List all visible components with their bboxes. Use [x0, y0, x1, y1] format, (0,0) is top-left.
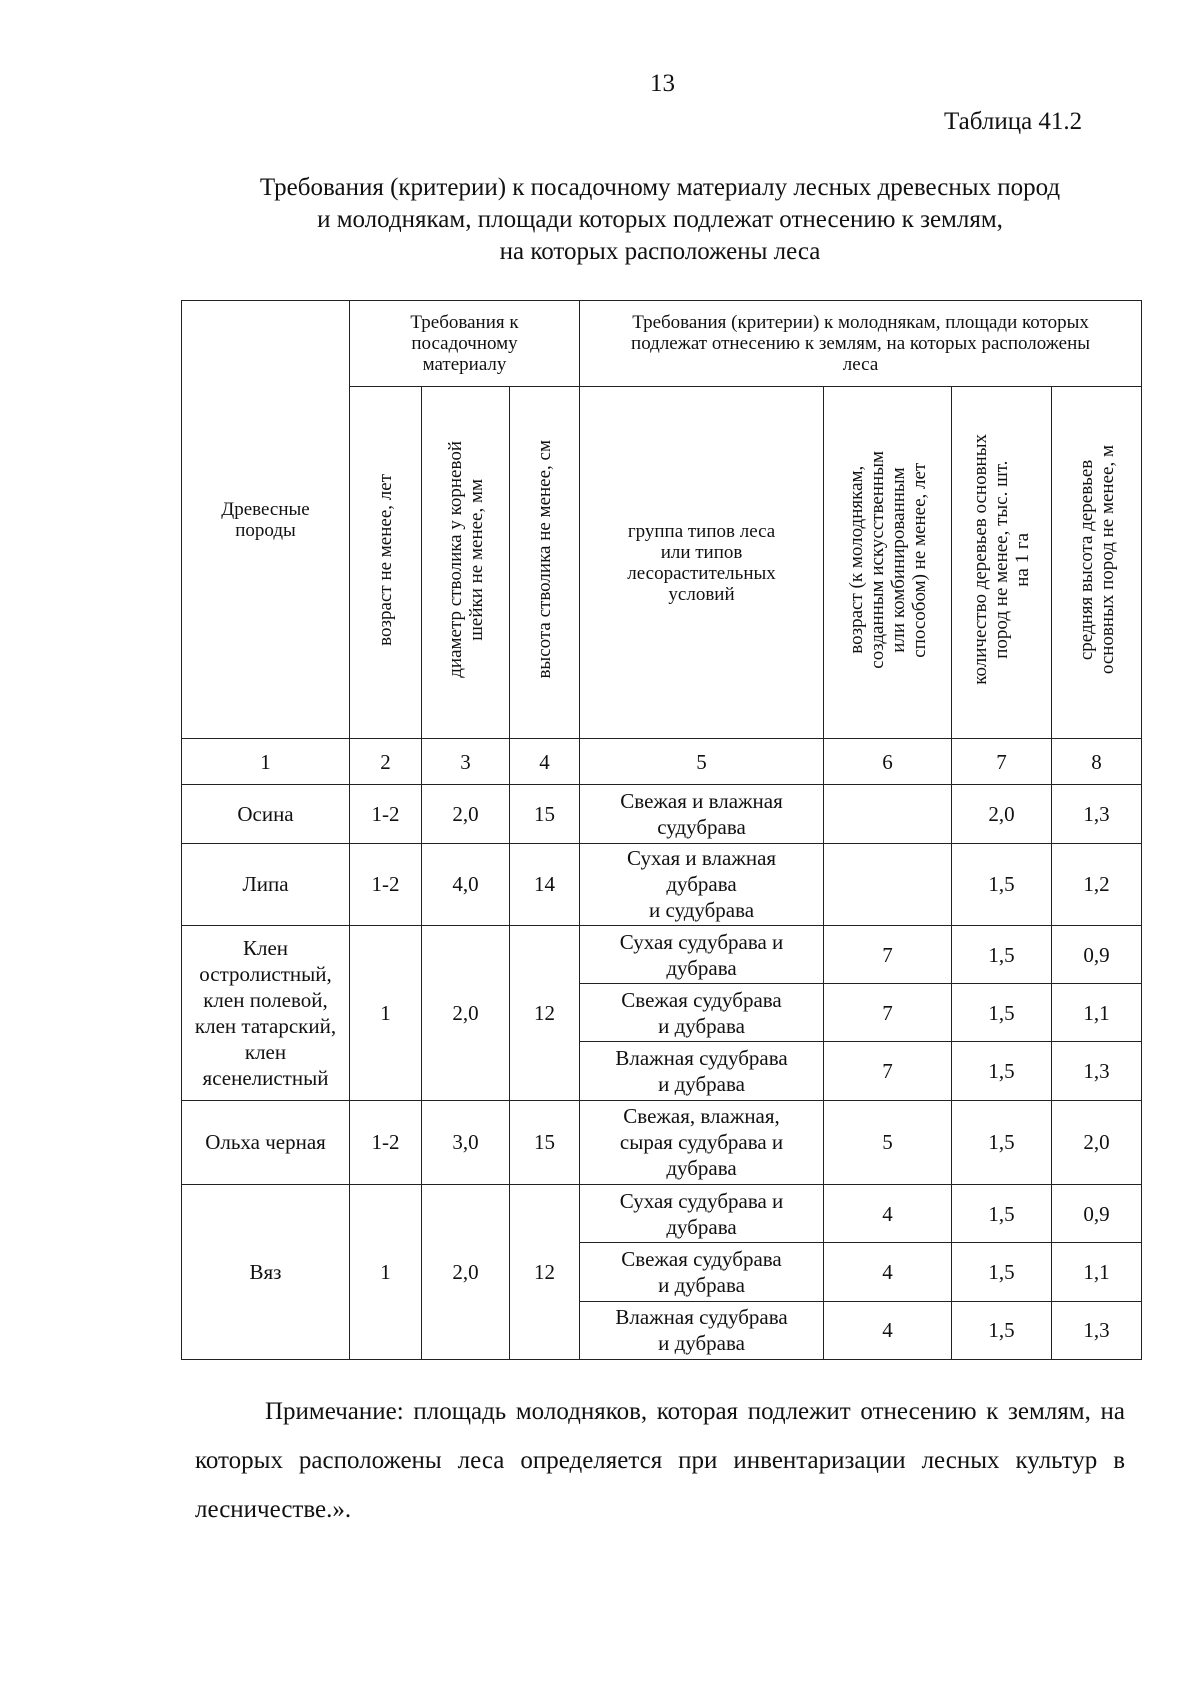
diameter-cell: 2,0	[422, 785, 510, 843]
height-cell: 15	[510, 1100, 580, 1184]
header-height	[510, 387, 580, 739]
tree-count-cell: 1,5	[952, 843, 1052, 925]
age-cell: 1-2	[350, 785, 422, 843]
diameter-cell: 2,0	[422, 925, 510, 1100]
forest-type-cell: Влажная судубрава и дубрава	[580, 1042, 824, 1100]
header-diameter-text: диаметр стволика у корневой шейки не менее, мм	[444, 441, 487, 679]
species-cell: Ольха черная	[182, 1100, 350, 1184]
tree-count-cell: 1,5	[952, 1301, 1052, 1359]
forest-type-cell: Сухая и влажная дубрава и судубрава	[580, 843, 824, 925]
col-number: 2	[350, 739, 422, 785]
header-young-stands: Требования (критерии) к молоднякам, площади которых подлежат отнесению к землям, на которых расположены леса	[580, 301, 1142, 387]
header-young-age	[824, 387, 952, 739]
age-cell: 1	[350, 1185, 422, 1360]
header-forest-type: группа типов леса или типов лесорастительных условий	[580, 387, 824, 739]
header-tree-count-text: количество деревьев основных пород не менее, тыс. шт. на 1 га	[970, 434, 1034, 686]
avg-height-cell: 0,9	[1052, 1185, 1142, 1243]
page-number: 13	[650, 70, 675, 97]
young-age-cell	[824, 843, 952, 925]
table-title	[180, 172, 1140, 268]
header-height-text: высота стволика не менее, см	[534, 440, 556, 679]
forest-type-cell: Сухая судубрава и дубрава	[580, 925, 824, 983]
young-age-cell: 4	[824, 1301, 952, 1359]
avg-height-cell: 1,3	[1052, 1301, 1142, 1359]
col-number: 1	[182, 739, 350, 785]
table-row-lipa	[182, 843, 1142, 925]
footnote: Примечание: площадь молодняков, которая подлежит отнесению к землям, на которых расположены леса определяется при инвентаризации лесных культур в лесничестве.».	[195, 1398, 1125, 1523]
table-row-olkha	[182, 1100, 1142, 1184]
young-age-cell: 7	[824, 925, 952, 983]
table-row-vyaz	[182, 1185, 1142, 1243]
header-diameter	[422, 387, 510, 739]
table-row-klen	[182, 925, 1142, 983]
forest-type-cell: Свежая и влажная судубрава	[580, 785, 824, 843]
height-cell: 14	[510, 843, 580, 925]
requirements-table	[181, 300, 1142, 1360]
col-number: 8	[1052, 739, 1142, 785]
diameter-cell: 2,0	[422, 1185, 510, 1360]
table-row-osina	[182, 785, 1142, 843]
diameter-cell: 4,0	[422, 843, 510, 925]
col-number: 3	[422, 739, 510, 785]
forest-type-cell: Свежая, влажная, сырая судубрава и дубрава	[580, 1100, 824, 1184]
col-number: 4	[510, 739, 580, 785]
tree-count-cell: 2,0	[952, 785, 1052, 843]
age-cell: 1-2	[350, 1100, 422, 1184]
header-age	[350, 387, 422, 739]
height-cell: 12	[510, 925, 580, 1100]
young-age-cell: 5	[824, 1100, 952, 1184]
young-age-cell	[824, 785, 952, 843]
tree-count-cell: 1,5	[952, 1243, 1052, 1301]
col-number: 6	[824, 739, 952, 785]
col-number: 7	[952, 739, 1052, 785]
tree-count-cell: 1,5	[952, 1042, 1052, 1100]
header-avg-height-text: средняя высота деревьев основных пород не менее, м	[1075, 445, 1118, 675]
age-cell: 1	[350, 925, 422, 1100]
title-line-3: на которых расположены леса	[499, 238, 821, 265]
tree-count-cell: 1,5	[952, 984, 1052, 1042]
avg-height-cell: 1,3	[1052, 785, 1142, 843]
age-cell: 1-2	[350, 843, 422, 925]
header-tree-count	[952, 387, 1052, 739]
forest-type-cell: Свежая судубрава и дубрава	[580, 984, 824, 1042]
avg-height-cell: 1,3	[1052, 1042, 1142, 1100]
header-species: Древесные породы	[182, 301, 350, 739]
avg-height-cell: 0,9	[1052, 925, 1142, 983]
header-age-text: возраст не менее, лет	[375, 473, 396, 646]
young-age-cell: 7	[824, 1042, 952, 1100]
avg-height-cell: 1,2	[1052, 843, 1142, 925]
title-line-2: и молоднякам, площади которых подлежат отнесению к землям,	[317, 206, 1003, 233]
tree-count-cell: 1,5	[952, 925, 1052, 983]
species-cell: Липа	[182, 843, 350, 925]
young-age-cell: 4	[824, 1243, 952, 1301]
forest-type-cell: Влажная судубрава и дубрава	[580, 1301, 824, 1359]
species-cell: Осина	[182, 785, 350, 843]
column-numbers-row	[182, 739, 1142, 785]
species-cell: Вяз	[182, 1185, 350, 1360]
title-line-1: Требования (критерии) к посадочному материалу лесных древесных пород	[259, 174, 1061, 201]
table-number: Таблица 41.2	[944, 108, 1083, 135]
tree-count-cell: 1,5	[952, 1185, 1052, 1243]
col-number: 5	[580, 739, 824, 785]
height-cell: 15	[510, 785, 580, 843]
forest-type-cell: Сухая судубрава и дубрава	[580, 1185, 824, 1243]
header-young-age-text: возраст (к молоднякам, созданным искусственным или комбинированным способом) не менее, лет	[845, 450, 930, 669]
diameter-cell: 3,0	[422, 1100, 510, 1184]
species-cell: Клен остролистный, клен полевой, клен татарский, клен ясенелистный	[182, 925, 350, 1100]
height-cell: 12	[510, 1185, 580, 1360]
avg-height-cell: 1,1	[1052, 984, 1142, 1042]
avg-height-cell: 2,0	[1052, 1100, 1142, 1184]
forest-type-cell: Свежая судубрава и дубрава	[580, 1243, 824, 1301]
header-planting-material: Требования к посадочному материалу	[350, 301, 580, 387]
young-age-cell: 4	[824, 1185, 952, 1243]
tree-count-cell: 1,5	[952, 1100, 1052, 1184]
header-avg-height	[1052, 387, 1142, 739]
young-age-cell: 7	[824, 984, 952, 1042]
avg-height-cell: 1,1	[1052, 1243, 1142, 1301]
